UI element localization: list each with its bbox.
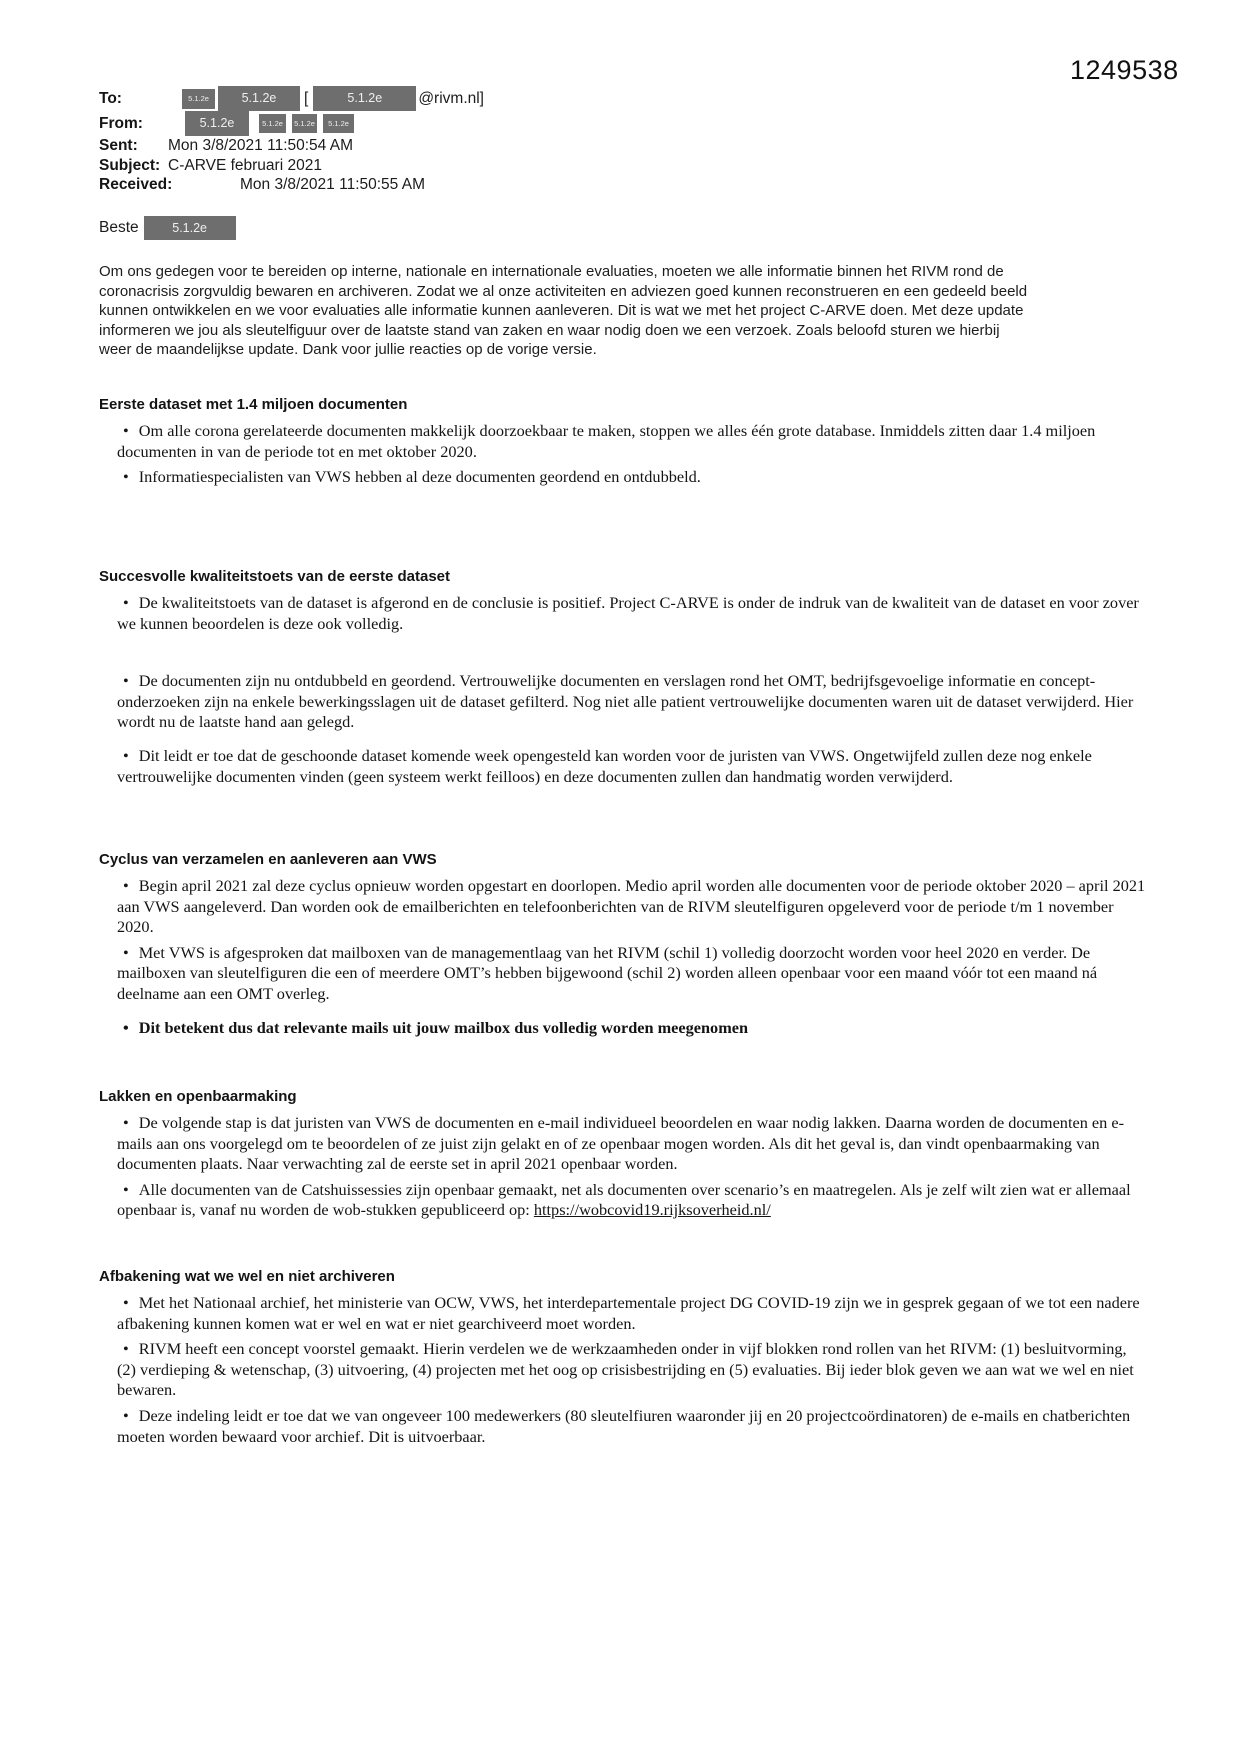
bullet-icon: • bbox=[123, 942, 129, 962]
greeting-line bbox=[99, 216, 236, 240]
bullet-text: De documenten zijn nu ontdubbeld en geordend. Vertrouwelijke documenten en verslagen rond het OMT, bedrijfsgevoelige informatie en concept-onderzoeken zijn na enkele bewerkingsslagen uit de dataset gefilterd. Nog niet alle patient vertrouwelijke documenten waren uit de dataset verwijderd. Hier wordt nu de laatste hand aan gelegd. bbox=[117, 671, 1134, 732]
bullet-text: Met VWS is afgesproken dat mailboxen van de managementlaag van het RIVM (schil 1) volledig doorzocht worden voor heel 2020 en verder. De mailboxen van sleutelfiguren die een of meerdere OMT’s hebben bijgewoond (schil 2) worden alleen openbaar voor een maand vóór tot een maand ná deelname aan een OMT overleg. bbox=[117, 942, 1098, 1003]
greeting-text: Beste bbox=[99, 219, 139, 237]
bullet-list bbox=[117, 593, 1147, 787]
section-heading: Cyclus van verzamelen en aanleveren aan VWS bbox=[99, 851, 437, 868]
bullet-text: Deze indeling leidt er toe dat we van ongeveer 100 medewerkers (80 sleutelfiuren waaronder jij en 20 projectcoördinatoren) de e-mails en chatberichten moeten worden bewaard voor archief. Dit is uitvoerbaar. bbox=[117, 1405, 1131, 1446]
from-label: From: bbox=[99, 114, 143, 132]
bullet-list bbox=[117, 1113, 1147, 1221]
redaction-box: 5.1.2e bbox=[313, 86, 416, 111]
header-row-sent bbox=[99, 136, 484, 156]
bullet-icon: • bbox=[123, 671, 129, 691]
redaction-box: 5.1.2e bbox=[292, 114, 317, 133]
received-label: Received: bbox=[99, 176, 173, 193]
bullet-icon: • bbox=[123, 745, 129, 765]
bullet-text: Informatiespecialisten van VWS hebben al deze documenten geordend en ontdubbeld. bbox=[138, 467, 701, 487]
list-item bbox=[117, 876, 1147, 938]
section-heading: Lakken en openbaarmaking bbox=[99, 1088, 297, 1105]
bullet-text: Begin april 2021 zal deze cyclus opnieuw worden opgestart en doorlopen. Medio april worden alle documenten voor de periode oktober 2020 – april 2021 aan VWS aangeleverd. Dan worden ook de emailberichten en telefoonberichten van de RIVM sleutelfiguren opgeleverd voor de periode t/m 1 november 2020. bbox=[117, 876, 1146, 937]
redaction-box: 5.1.2e bbox=[259, 114, 286, 133]
bullet-text: RIVM heeft een concept voorstel gemaakt. Hierin verdelen we de werkzaamheden onder in vijf blokken rond rollen van het RIVM: (1) besluitvorming, (2) verdieping & wetenschap, (3) uitvoering, (4) projecten met het oog op crisisbestrijding en (5) evaluaties. Bij ieder blok geven we aan wat we wel en niet bewaren. bbox=[117, 1339, 1134, 1400]
email-header bbox=[99, 86, 484, 195]
bullet-text: De kwaliteitstoets van de dataset is afgerond en de conclusie is positief. Project C-ARVE is onder de indruk van de kwaliteit van de dataset en voor zover we kunnen beoordelen is deze ook volledig. bbox=[117, 593, 1139, 633]
list-item bbox=[117, 1406, 1147, 1447]
header-row-subject bbox=[99, 156, 484, 176]
to-label: To: bbox=[99, 89, 122, 107]
sent-label: Sent: bbox=[99, 137, 138, 154]
bullet-text: Alle documenten van de Catshuissessies zijn openbaar gemaakt, net als documenten over scenario’s en maatregelen. Als je zelf wilt zien wat er allemaal openbaar is, vanaf nu worden de wob-stukken gepubliceerd op: bbox=[117, 1179, 1131, 1220]
redaction-box: 5.1.2e bbox=[144, 216, 236, 240]
bullet-text: Dit betekent dus dat relevante mails uit jouw mailbox dus volledig worden meegenomen bbox=[138, 1017, 749, 1037]
header-row-from bbox=[99, 111, 484, 136]
bullet-text: De volgende stap is dat juristen van VWS de documenten en e-mail individueel beoordelen en waar nodig lakken. Daarna worden de documenten en e-mails aan ons voorgelegd om te beoordelen of ze juist zijn gelakt en of ze openbaar mogen worden. Als dit het geval is, dan vindt openbaarmaking van documenten plaats. Naar verwachting zal de eerste set in april 2021 openbaar worden. bbox=[117, 1113, 1124, 1174]
subject-value: C-ARVE februari 2021 bbox=[168, 156, 322, 174]
received-value: Mon 3/8/2021 11:50:55 AM bbox=[240, 176, 425, 193]
list-item bbox=[117, 671, 1147, 733]
wobcovid-link[interactable]: https://wobcovid19.rijksoverheid.nl/ bbox=[533, 1200, 771, 1220]
bullet-icon: • bbox=[123, 593, 129, 612]
bullet-icon: • bbox=[123, 467, 129, 487]
bullet-icon: • bbox=[123, 1179, 129, 1199]
section-heading: Eerste dataset met 1.4 miljoen documenten bbox=[99, 396, 408, 413]
list-item bbox=[117, 1339, 1147, 1401]
list-item bbox=[117, 593, 1147, 634]
bullet-list bbox=[117, 421, 1147, 488]
section-kwaliteitstoets bbox=[99, 568, 1147, 792]
list-item bbox=[117, 1293, 1147, 1334]
redaction-box: 5.1.2e bbox=[323, 114, 354, 133]
section-afbakening bbox=[99, 1268, 1147, 1452]
bullet-list bbox=[117, 1293, 1147, 1447]
list-item bbox=[117, 1113, 1147, 1175]
bullet-icon: • bbox=[123, 1293, 129, 1312]
to-bracket: [ bbox=[304, 89, 309, 107]
list-item-bold bbox=[117, 1018, 1147, 1039]
bullet-icon: • bbox=[123, 1339, 129, 1359]
bullet-text: Dit leidt er toe dat de geschoonde dataset komende week opengesteld kan worden voor de juristen van VWS. Ongetwijfeld zullen deze nog enkele vertrouwelijke documenten vinden (geen systeem werkt feilloos) en deze documenten zullen dan handmatig worden verwijderd. bbox=[117, 745, 1092, 786]
document-number: 1249538 bbox=[1070, 55, 1179, 85]
intro-paragraph: Om ons gedegen voor te bereiden op interne, nationale en internationale evaluaties, moeten we alle informatie binnen het RIVM rond de coronacrisis zorgvuldig bewaren en archiveren. Zodat we al onze activiteiten en adviezen goed kunnen reconstrueren en een gedeeld beeld kunnen ontwikkelen en we voor evaluaties alle informatie kunnen aanleveren. Dit is wat we met het project C-ARVE doen. Met deze update informeren we jou als sleutelfiguur over de laatste stand van zaken en waar nodig doen we een verzoek. Zoals beloofd sturen we hierbij weer de maandelijkse update. Dank voor jullie reacties op de vorige versie. bbox=[99, 263, 1028, 358]
bullet-icon: • bbox=[123, 1017, 129, 1037]
redaction-box: 5.1.2e bbox=[218, 86, 300, 111]
to-domain: @rivm.nl] bbox=[418, 89, 484, 107]
section-eerste-dataset bbox=[99, 396, 1147, 493]
header-row-to bbox=[99, 86, 484, 111]
section-heading: Afbakening wat we wel en niet archiveren bbox=[99, 1268, 395, 1285]
list-item bbox=[117, 746, 1147, 787]
list-item bbox=[117, 943, 1147, 1005]
bullet-icon: • bbox=[123, 421, 129, 440]
bullet-text: Met het Nationaal archief, het ministerie van OCW, VWS, het interdepartementale project DG COVID-19 zijn we in gesprek gegaan of we tot een nadere afbakening kunnen komen wat er wel en wat er niet gearchiveerd moet worden. bbox=[117, 1293, 1140, 1333]
bullet-icon: • bbox=[123, 876, 129, 895]
bullet-text: Om alle corona gerelateerde documenten makkelijk doorzoekbaar te maken, stoppen we alles één grote database. Inmiddels zitten daar 1.4 miljoen documenten in van de periode tot en met oktober 2020. bbox=[117, 421, 1096, 461]
section-heading: Succesvolle kwaliteitstoets van de eerste dataset bbox=[99, 568, 450, 585]
redaction-box: 5.1.2e bbox=[182, 89, 215, 109]
bullet-list bbox=[117, 876, 1147, 1038]
section-lakken bbox=[99, 1088, 1147, 1226]
list-item bbox=[117, 1180, 1147, 1221]
redaction-box: 5.1.2e bbox=[185, 111, 249, 136]
list-item bbox=[117, 421, 1147, 462]
bullet-icon: • bbox=[123, 1113, 129, 1132]
list-item bbox=[117, 467, 1147, 488]
section-cyclus bbox=[99, 851, 1147, 1043]
subject-label: Subject: bbox=[99, 156, 161, 174]
sent-value: Mon 3/8/2021 11:50:54 AM bbox=[168, 137, 353, 154]
header-row-received bbox=[99, 175, 484, 195]
bullet-icon: • bbox=[123, 1405, 129, 1425]
